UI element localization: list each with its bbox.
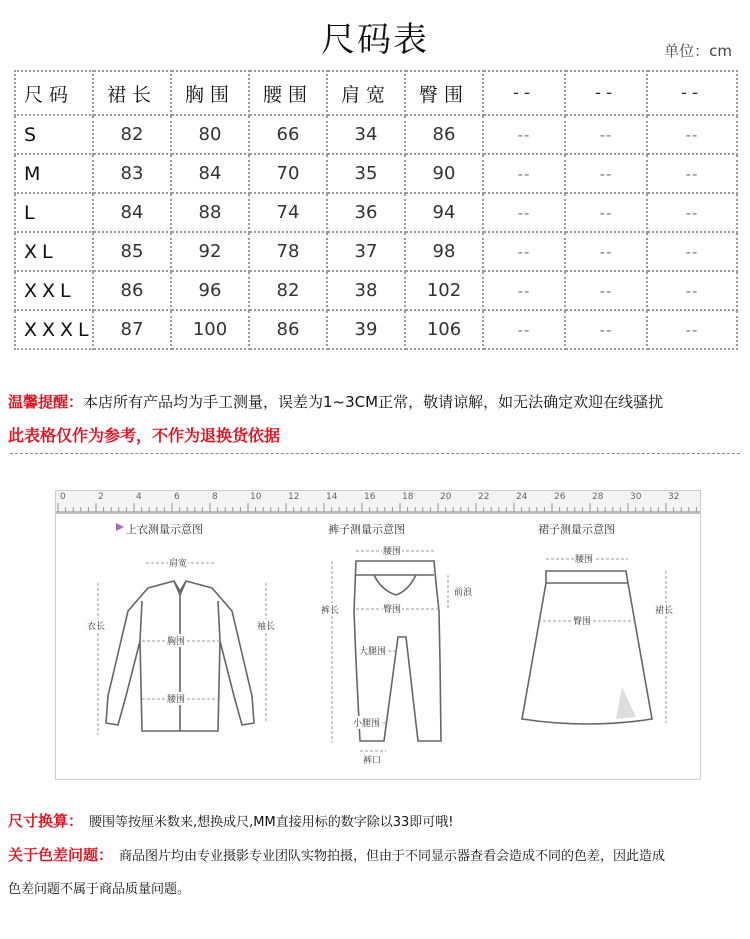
ruler-number: 28 (592, 492, 604, 502)
size-cell: S (15, 115, 93, 154)
table-cell: 39 (327, 310, 405, 349)
size-cell: M (15, 154, 93, 193)
table-row (15, 193, 737, 232)
table-cell: -- (483, 154, 565, 193)
skirt-outline (522, 571, 652, 724)
skirt-length-label: 裙长 (654, 603, 674, 616)
table-cell: 82 (249, 271, 327, 310)
shirt-length-label: 衣长 (86, 619, 106, 632)
table-cell: 88 (171, 193, 249, 232)
notice-text: 本店所有产品均为手工测量，误差为1~3CM正常，敬请谅解，如无法确定欢迎在线骚扰 (83, 393, 664, 411)
ruler-number: 0 (60, 492, 66, 502)
table-cell: -- (647, 154, 737, 193)
table-row (15, 154, 737, 193)
table-cell: 83 (93, 154, 171, 193)
table-cell: -- (647, 115, 737, 154)
table-cell: -- (483, 193, 565, 232)
ruler-number: 10 (250, 492, 262, 502)
ruler-number: 14 (326, 492, 338, 502)
size-cell: XXXL (15, 310, 93, 349)
size-cell: XXL (15, 271, 93, 310)
shirt-chest-label: 胸围 (166, 634, 186, 647)
table-cell: 66 (249, 115, 327, 154)
table-cell: -- (647, 310, 737, 349)
header-cell: -- (647, 71, 737, 115)
divider (10, 453, 740, 454)
pants-length-label: 裤长 (320, 603, 340, 616)
shirt-outline (106, 581, 254, 731)
table-header-row (15, 71, 737, 115)
table-cell: 38 (327, 271, 405, 310)
notice-line-2: 此表格仅作为参考，不作为退换货依据 (8, 426, 281, 445)
table-cell: 100 (171, 310, 249, 349)
shirt-shoulder-label: 肩宽 (168, 556, 188, 569)
color-difference-note-2: 色差问题不属于商品质量问题。 (8, 882, 191, 897)
table-cell: -- (565, 115, 647, 154)
skirt-waist-label: 腰围 (574, 552, 594, 565)
title-arrow-icon (116, 523, 124, 531)
header-cell: 裙长 (93, 71, 171, 115)
table-cell: 87 (93, 310, 171, 349)
table-cell: 70 (249, 154, 327, 193)
table-cell: 84 (171, 154, 249, 193)
ruler-number: 6 (174, 492, 180, 502)
size-cell: XL (15, 232, 93, 271)
pants-rise-label: 前浪 (453, 585, 473, 598)
table-cell: 80 (171, 115, 249, 154)
table-cell: -- (483, 232, 565, 271)
table-cell: -- (483, 115, 565, 154)
pants-hem-label: 裤口 (362, 753, 382, 766)
ruler-number: 26 (554, 492, 566, 502)
table-cell: 90 (405, 154, 483, 193)
pants-thigh-label: 大腿围 (358, 644, 387, 657)
table-cell: 37 (327, 232, 405, 271)
pants-diagram-title: 裤子测量示意图 (328, 523, 405, 536)
table-cell: 86 (249, 310, 327, 349)
ruler-number: 22 (478, 492, 490, 502)
header-cell: 臀围 (405, 71, 483, 115)
ruler-number: 30 (630, 492, 642, 502)
table-cell: 96 (171, 271, 249, 310)
conversion-label: 尺寸换算： (8, 812, 84, 830)
table-cell: -- (565, 154, 647, 193)
table-cell: -- (647, 271, 737, 310)
measurement-diagram (55, 490, 701, 780)
notice-line-1 (8, 391, 663, 412)
table-cell: -- (565, 271, 647, 310)
pants-measure-lines (332, 551, 448, 751)
ruler-number: 8 (212, 492, 218, 502)
header-cell: 胸围 (171, 71, 249, 115)
shirt-diagram-title: 上衣测量示意图 (126, 523, 203, 536)
table-cell: 86 (93, 271, 171, 310)
table-cell: -- (483, 271, 565, 310)
pants-calf-label: 小腿围 (352, 716, 381, 729)
ruler-number: 16 (364, 492, 376, 502)
ruler-number: 12 (288, 492, 300, 502)
header-cell: 肩宽 (327, 71, 405, 115)
table-cell: 36 (327, 193, 405, 232)
pants-hip-label: 臀围 (382, 602, 402, 615)
header-cell: 尺码 (15, 71, 93, 115)
shirt-sleeve-label: 袖长 (256, 619, 276, 632)
header-cell: -- (483, 71, 565, 115)
header-cell: -- (565, 71, 647, 115)
table-cell: 102 (405, 271, 483, 310)
table-cell: 82 (93, 115, 171, 154)
table-cell: 106 (405, 310, 483, 349)
table-cell: -- (647, 193, 737, 232)
size-table (14, 70, 738, 350)
table-cell: 84 (93, 193, 171, 232)
pants-waist-label: 腰围 (382, 544, 402, 557)
table-cell: -- (565, 232, 647, 271)
ruler-number: 4 (136, 492, 142, 502)
table-cell: -- (565, 193, 647, 232)
header-cell: 腰围 (249, 71, 327, 115)
color-difference-note (8, 844, 665, 865)
shirt-waist-label: 腰围 (166, 692, 186, 705)
table-cell: 34 (327, 115, 405, 154)
table-cell: 35 (327, 154, 405, 193)
unit-label: 单位：cm (664, 42, 732, 60)
ruler-number: 2 (98, 492, 104, 502)
table-cell: 85 (93, 232, 171, 271)
color-label: 关于色差问题： (8, 846, 114, 864)
skirt-diagram-title: 裙子测量示意图 (538, 523, 615, 536)
color-text: 商品图片均由专业摄影专业团队实物拍摄，但由于不同显示器查看会造成不同的色差，因此造成 (119, 849, 666, 864)
table-row (15, 232, 737, 271)
size-cell: L (15, 193, 93, 232)
size-conversion-note (8, 810, 453, 831)
skirt-slit (616, 687, 636, 719)
table-cell: 94 (405, 193, 483, 232)
table-cell: -- (483, 310, 565, 349)
table-row (15, 310, 737, 349)
table-cell: 92 (171, 232, 249, 271)
conversion-text: 腰围等按厘米数来,想换成尺,MM直接用标的数字除以33即可哦! (89, 815, 454, 830)
skirt-hip-label: 臀围 (572, 614, 592, 627)
ruler-number: 32 (668, 492, 680, 502)
ruler-number: 18 (402, 492, 414, 502)
table-cell: -- (565, 310, 647, 349)
page-title: 尺码表 (321, 20, 429, 60)
table-cell: 86 (405, 115, 483, 154)
table-row (15, 115, 737, 154)
table-cell: 78 (249, 232, 327, 271)
table-cell: -- (647, 232, 737, 271)
notice-label: 温馨提醒： (8, 393, 84, 411)
table-cell: 98 (405, 232, 483, 271)
ruler-number: 24 (516, 492, 528, 502)
table-cell: 74 (249, 193, 327, 232)
ruler-number: 20 (440, 492, 452, 502)
table-row (15, 271, 737, 310)
